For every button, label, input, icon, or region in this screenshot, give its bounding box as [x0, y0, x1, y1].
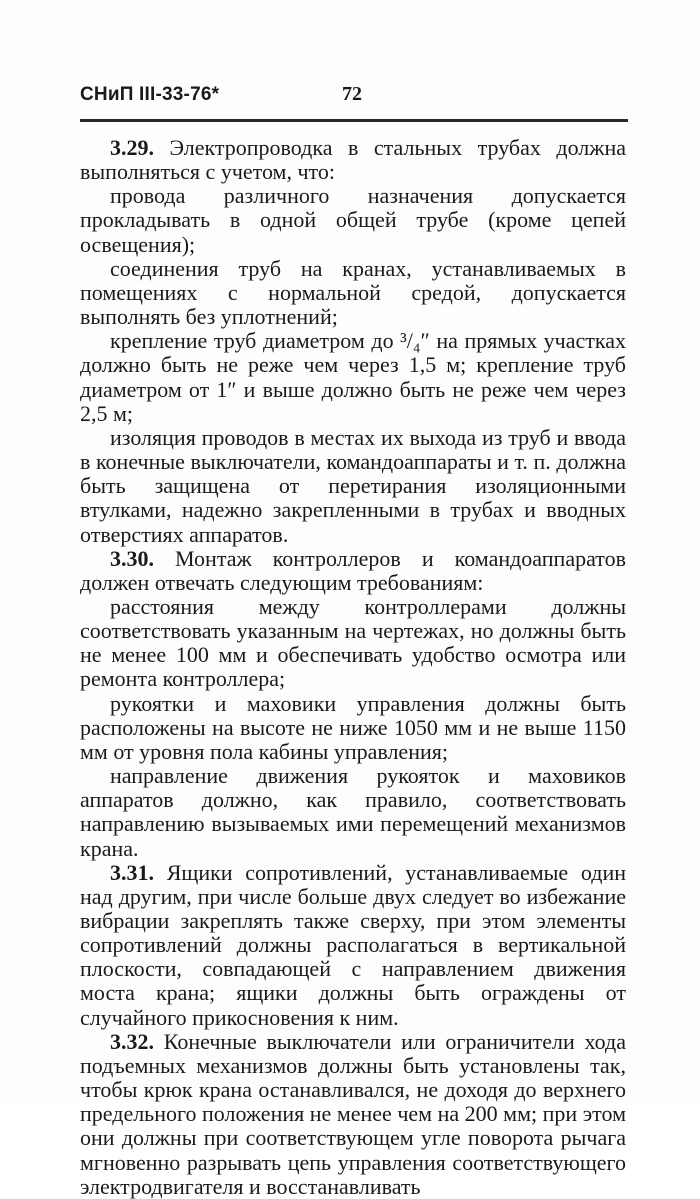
document-code: СНиП III-33-76* [80, 84, 220, 105]
paragraph-3-30 [80, 547, 626, 595]
section-number: 3.29. [110, 135, 154, 160]
page-number: 72 [342, 83, 362, 105]
paragraph-text: изоляция проводов в местах их выхода из труб и ввода в конечные выключатели, командоаппараты и т. п. должна быть защищена от перетирания изоляционными втулками, надежно закрепленными в трубах и вводных отверстиях аппаратов. [80, 424, 626, 547]
section-number: 3.30. [110, 545, 154, 571]
list-item [80, 764, 626, 861]
list-item [80, 257, 626, 329]
paragraph-text: соединения труб на кранах, устанавливаемых в помещениях с нормальной средой, допускается выполнять без уплотнений; [80, 255, 626, 330]
paragraph-3-29 [80, 136, 626, 184]
section-number: 3.31. [110, 859, 154, 885]
paragraph-3-32 [80, 1030, 626, 1199]
paragraph-text: провода различного назначения допускается прокладывать в одной общей трубе (кроме цепей освещения); [80, 183, 626, 257]
list-item [80, 595, 626, 692]
list-item [80, 692, 626, 764]
list-item [80, 184, 626, 256]
paragraph-text: Монтаж контроллеров и командоаппаратов должен отвечать следующим требованиям: [80, 545, 626, 595]
paragraph-text: Электропроводка в стальных трубах должна выполняться с учетом, что: [80, 135, 626, 185]
header-divider [80, 119, 628, 122]
page-header [80, 84, 625, 118]
list-item [80, 426, 626, 547]
paragraph-text: Ящики сопротивлений, устанавливаемые один над другим, при числе больше двух следует во избежание вибрации закреплять также сверху, при этом элементы сопротивлений должны располагаться в вертикальной плоскости, совпадающей с направлением движения моста крана; ящики должны быть ограждены от случайного прикосновения к ним. [80, 859, 626, 1030]
paragraph-text: расстояния между контроллерами должны соответствовать указанным на чертежах, но должны быть не менее 100 мм и обеспечивать удобство осмотра или ремонта контроллера; [80, 593, 626, 692]
document-body [80, 136, 626, 1199]
paragraph-text: Конечные выключатели или ограничители хода подъемных механизмов должны быть установлены так, чтобы крюк крана останавливался, не доходя до верхнего предельного положения не менее чем на 200 мм; при этом они должны при соответствующем угле поворота рычага мгновенно разрывать цепь управления соответствующего электродвигателя и восстанавливать [80, 1028, 626, 1199]
paragraph-text: рукоятки и маховики управления должны быть расположены на высоте не ниже 1050 мм и не выше 1150 мм от уровня пола кабины управления; [80, 690, 626, 764]
section-number: 3.32. [110, 1028, 154, 1054]
list-item [80, 329, 626, 426]
paragraph-text: крепление труб диаметром до ³/₄″ на прямых участках должно быть не реже чем через 1,5 м; крепление труб диаметром от 1″ и выше должно быть не реже чем через 2,5 м; [80, 328, 626, 426]
paragraph-text: направление движения рукояток и маховиков аппаратов должно, как правило, соответствовать направлению вызываемых ими перемещений механизмов крана. [80, 763, 626, 861]
paragraph-3-31 [80, 861, 626, 1030]
